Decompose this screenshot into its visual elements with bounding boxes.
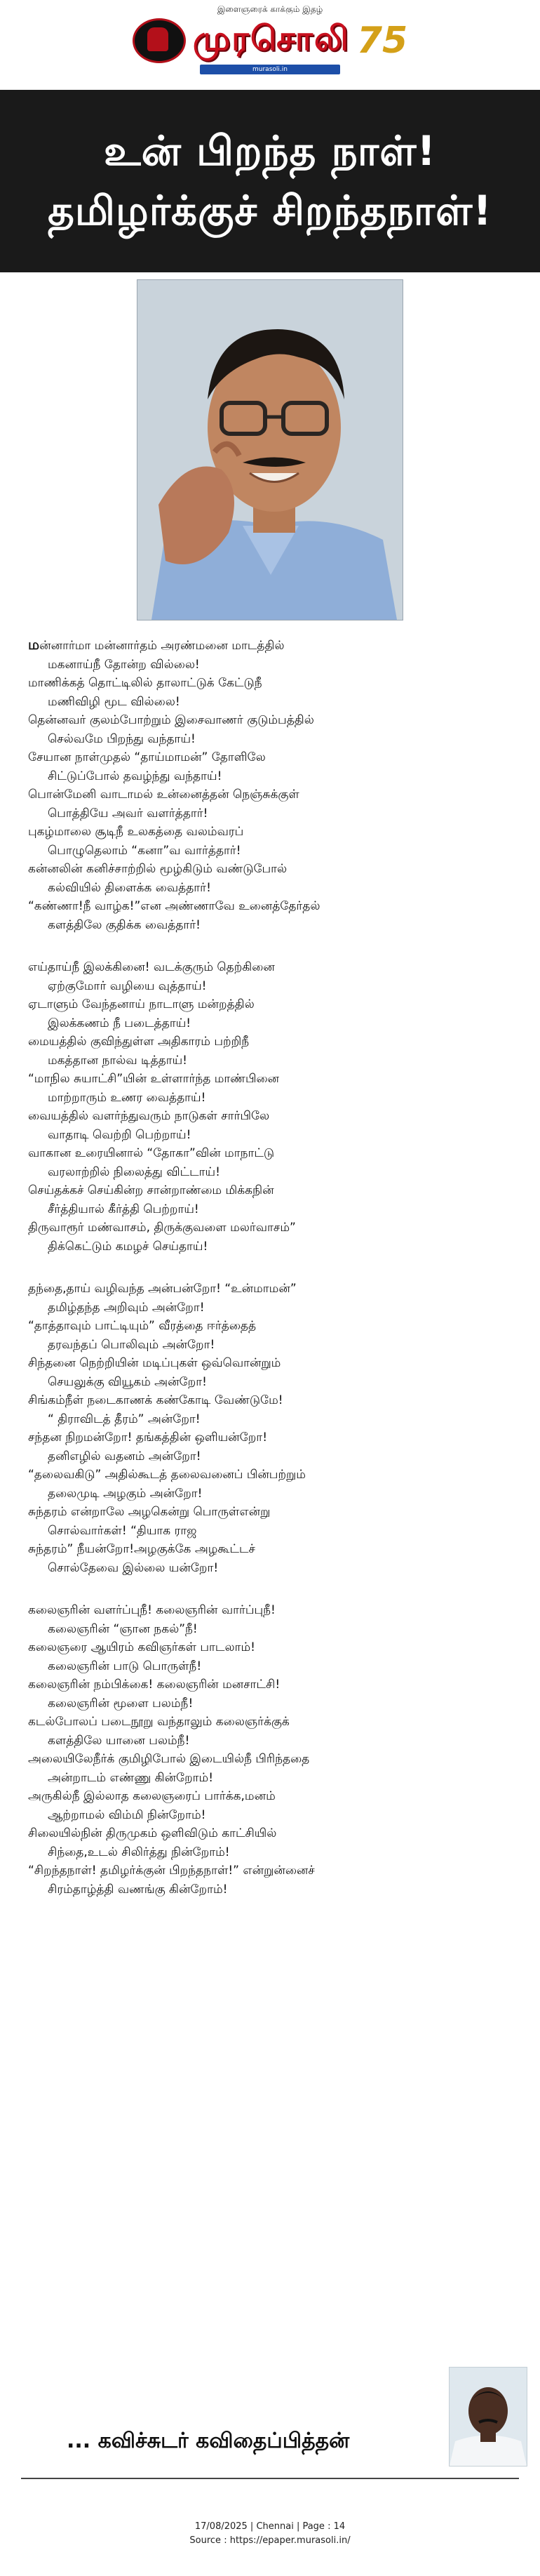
- banner-title-line1: உன் பிறந்த நாள்!: [104, 127, 436, 175]
- poem-line: தனிஎழில் வதனம் அன்றோ!: [48, 1449, 201, 1463]
- poem-line: சொல்வார்கள்! “தியாக ராஜ: [48, 1523, 197, 1538]
- footer-source: Source : https://epaper.murasoli.in/: [189, 2535, 351, 2546]
- poem-line: களத்திலே குதிக்க வைத்தார்!: [48, 917, 201, 932]
- banner-title-line2: தமிழர்க்குச் சிறந்தநாள்!: [48, 187, 492, 234]
- poem-line: தலைமுடி அழகும் அன்றோ!: [48, 1486, 203, 1501]
- poem-body: [28, 635, 512, 1923]
- masthead: [0, 0, 540, 84]
- poem-line: வரலாற்றில் நிலைத்து விட்டாய்!: [48, 1164, 220, 1179]
- poem-line: கடல்போலப் படைநூறு வந்தாலும் கலைஞர்க்குக்: [28, 1715, 290, 1729]
- poem-stanza: [28, 1601, 512, 1899]
- poem-line: மாணிக்கத் தொட்டிலில் தாலாட்டுக் கேட்டுநீ: [28, 676, 262, 690]
- poem-dropcap: ம: [28, 636, 40, 653]
- poem-stanza: [28, 635, 512, 934]
- poem-line: செயலுக்கு வியூகம் அன்றோ!: [48, 1374, 207, 1389]
- poem-line: “கண்ணா!நீ வாழ்க!”என அண்ணாவே உனைத்தேர்தல்: [28, 899, 320, 913]
- poem-line: புகழ்மாலை சூடிநீ உலகத்தை வலம்வரப்: [28, 825, 244, 839]
- poem-line: கலைஞரின் வளர்ப்புநீ! கலைஞரின் வார்ப்புநீ!: [28, 1603, 276, 1617]
- poem-line: பொத்தியே அவர் வளர்த்தார்!: [48, 806, 208, 821]
- poem-line: கலைஞரின் “ஞான நகல்”நீ!: [48, 1621, 198, 1636]
- poem-line: தரவந்தப் பொலிவும் அன்றோ!: [48, 1337, 215, 1352]
- anniversary-badge: 75: [356, 20, 408, 62]
- poem-line: தென்னவர் குலம்போற்றும் இசைவாணர் குடும்பத்தில்: [28, 713, 314, 727]
- poem-line: சீர்த்தியால் கீர்த்தி பெற்றாய்!: [48, 1202, 199, 1216]
- poem-line: “ திராவிடத் தீரம்” அன்றோ!: [48, 1412, 201, 1426]
- title-banner: [0, 90, 540, 272]
- logo-row: [0, 15, 540, 66]
- poem-line: அருகில்நீ இல்லாத கலைஞரைப் பார்க்க,மனம்: [28, 1789, 276, 1803]
- footer-divider: [21, 2478, 519, 2479]
- poem-line: களத்திலே யானை பலம்நீ!: [48, 1733, 190, 1748]
- poem-line: பொன்மேனி வாடாமல் உன்னைத்தன் நெஞ்சுக்குள்: [28, 788, 299, 802]
- poem-line: “சிறந்தநாள்! தமிழர்க்குன் பிறந்தநாள்!” என்றுன்னைச்: [28, 1864, 315, 1878]
- poem-line: பொழுதெலாம் “கனா”வ வார்த்தார்!: [48, 843, 241, 858]
- poem-line: வையத்தில் வளர்ந்துவரும் நாடுகள் சார்பிலே: [28, 1109, 270, 1123]
- poem-line: வாகான உரையினால் “தோகா”வின் மாநாட்டு: [28, 1146, 275, 1160]
- poem-line: சேயான நாள்முதல் “தாய்மாமன்” தோளிலே: [28, 750, 266, 764]
- poem-line: தந்தை,தாய் வழிவந்த அன்பன்றோ! “உன்மாமன்”: [28, 1282, 297, 1296]
- poem-line: ஏற்குமோர் வழியை வுத்தாய்!: [48, 978, 207, 993]
- author-photo: [449, 2367, 527, 2467]
- poem-line: தமிழ்தந்த அறிவும் அன்றோ!: [48, 1300, 205, 1315]
- poem-line: திருவாரூர் மண்வாசம், திருக்குவளை மலர்வாசம்”: [28, 1221, 296, 1235]
- poem-line: கலைஞரை ஆயிரம் கவிஞர்கள் பாடலாம்!: [28, 1640, 255, 1654]
- author-byline: ... கவிச்சுடர் கவிதைப்பித்தன்: [67, 2429, 350, 2453]
- author-illustration: [450, 2368, 527, 2466]
- poem-line: மகனாய்நீ தோன்ற வில்லை!: [48, 657, 200, 672]
- poem-line: சுந்தரம் என்றாலே அழகென்று பொருள்என்று: [28, 1505, 271, 1519]
- footer-dateline: 17/08/2025 | Chennai | Page : 14: [194, 2521, 346, 2532]
- logo-emblem-icon: [133, 18, 186, 63]
- poem-line: எய்தாய்நீ இலக்கினை! வடக்குரும் தெற்கினை: [28, 960, 275, 974]
- poem-line: மன்னார்மா மன்னார்தம் அரண்மனை மாடத்தில்: [28, 636, 285, 653]
- poem-stanza: [28, 958, 512, 1256]
- portrait-illustration: [137, 280, 403, 620]
- poem-line: சிரம்தாழ்த்தி வணங்கு கின்றோம்!: [48, 1882, 228, 1897]
- poem-line: கலைஞரின் பாடு பொருள்நீ!: [48, 1659, 202, 1673]
- poem-line: திக்கெட்டும் கமழச் செய்தாய்!: [48, 1239, 208, 1254]
- poem-line: சிந்தை,உடல் சிலிர்த்து நின்றோம்!: [48, 1845, 230, 1859]
- poem-line: ஆற்றாமல் விம்மி நின்றோம்!: [48, 1807, 206, 1822]
- poem-line: அன்றாடம் எண்ணு கின்றோம்!: [48, 1770, 214, 1785]
- poem-line: கல்வியில் திளைக்க வைத்தார்!: [48, 880, 211, 895]
- portrait-photo: [137, 279, 403, 620]
- poem-line: சிந்தனை நெற்றியின் மடிப்புகள் ஒவ்வொன்றும்: [28, 1356, 281, 1370]
- footer: [0, 2520, 540, 2548]
- poem-line: “தாத்தாவும் பாட்டியும்” வீரத்தை ஈர்த்தைத்: [28, 1319, 257, 1333]
- poem-line: அலையிலேநீர்க் குமிழிபோல் இடையில்நீ பிரிந்ததை: [28, 1752, 310, 1766]
- poem-line: சிலையில்நின் திருமுகம் ஒளிவிடும் காட்சியில்: [28, 1826, 277, 1840]
- poem-line: “மாநில சுயாட்சி”யின் உள்ளார்ந்த மாண்பினை: [28, 1072, 280, 1086]
- poem-line: இலக்கணம் நீ படைத்தாய்!: [48, 1016, 191, 1030]
- poem-line: கன்னலின் கனிச்சாற்றில் மூழ்கிடும் வண்டுபோல்: [28, 862, 288, 876]
- poem-stanza: [28, 1280, 512, 1577]
- poem-line: மகத்தான நால்வ டித்தாய்!: [48, 1053, 187, 1068]
- logo-text: முரசொலி: [192, 19, 350, 58]
- poem-line: சிங்கம்நீள் நடைகாணக் கண்கோடி வேண்டுமே!: [28, 1393, 283, 1407]
- poem-line: செல்வமே பிறந்து வந்தாய்!: [48, 731, 196, 746]
- masthead-tagline: இளைஞரைக் காக்கும் இதழ்: [217, 4, 323, 14]
- poem-line: சொல்தேவை இல்லை யன்றோ!: [48, 1560, 219, 1575]
- logo-sub-label: murasoli.in: [200, 65, 340, 74]
- poem-line: சந்தன நிறமன்றோ! தங்கத்தின் ஒளியன்றோ!: [28, 1430, 268, 1445]
- poem-line: வாதாடி வெற்றி பெற்றாய்!: [48, 1127, 191, 1142]
- poem-line: சிட்டுப்போல் தவழ்ந்து வந்தாய்!: [48, 769, 222, 783]
- poem-line: மணிவிழி மூட வில்லை!: [48, 694, 180, 709]
- poem-line: மாற்றாரும் உணர வைத்தாய்!: [48, 1090, 206, 1105]
- poem-line: சுந்தரம்” நீயன்றோ!அழகுக்கே அழகூட்டச்: [28, 1542, 255, 1556]
- poem-line: ஏடாளும் வேந்தனாய் நாடாளு மன்றத்தில்: [28, 997, 255, 1011]
- poem-line: மையத்தில் குவிந்துள்ள அதிகாரம் பற்றிநீ: [28, 1035, 250, 1049]
- poem-line: கலைஞரின் நம்பிக்கை! கலைஞரின் மனசாட்சி!: [28, 1678, 281, 1692]
- poem-line: “தலைவகிடு” அதில்கூடத் தலைவனைப் பின்பற்றும்: [28, 1468, 306, 1482]
- poem-line: கலைஞரின் மூளை பலம்நீ!: [48, 1696, 194, 1711]
- poem-line: செய்தக்கச் செய்கின்ற சான்றாண்மை மிக்கநின்: [28, 1183, 274, 1197]
